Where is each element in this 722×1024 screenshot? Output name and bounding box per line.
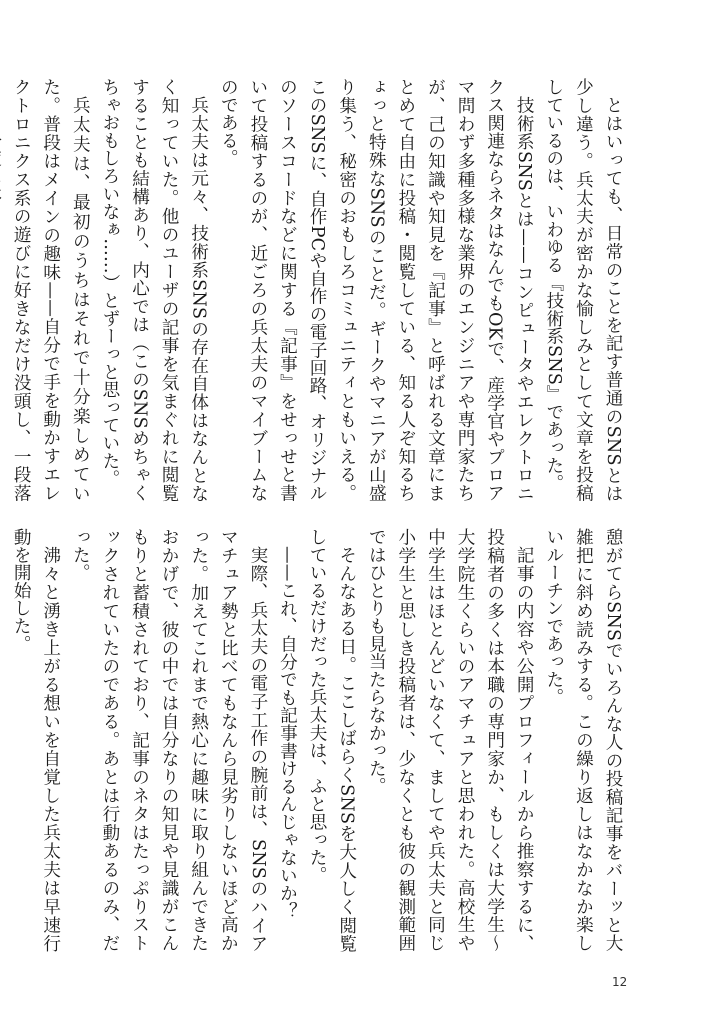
paragraph: 実際、兵太夫の電子工作の腕前は、SNSのハイアマチュア勢と比べてもなんら見劣りしないほど高かった。加えてこれまで熱心に趣味に取り組んできたおかげで、彼の中では自分なりの知見や見識がこんもりと蓄積されており、記事のネタはたっぷりストックされていたのである。あとは行動あるのみ、だった。	[70, 528, 268, 952]
paragraph: 記事の内容や公開プロフィールから推察するに、投稿者の多くは本職の専門家か、もしくは大学生〜大学院生くらいのアマチュアと思われた。高校生や中学生はほとんどいなくて、ましてや兵太夫と同じ小学生と思しき投稿者は、少なくとも彼の観測範囲ではひとりも見当たらなかった。	[366, 528, 535, 952]
page-number: 12	[612, 975, 628, 989]
paragraph: 沸々と湧き上がる想いを自覚した兵太夫は早速行動を開始した。	[11, 528, 61, 952]
paragraph: 兵太夫は元々、技術系SNSの存在自体はなんとなく知っていた。他のユーザの記事を気まぐれに閲覧することも結構あり、内心では（このSNSめちゃくちゃおもしろいなぁ……）とずーっと思っていた。	[99, 78, 209, 502]
text-block-top	[11, 78, 627, 502]
paragraph-continued: 憩がてらSNSでいろんな人の投稿記事をバーッと大雑把に斜め読みする。この繰り返しはなかなか楽しいルーチンであった。	[543, 528, 623, 952]
paragraph: そんなある日。ここしばらくSNSを大人しく閲覧しているだけだった兵太夫は、ふと思った。	[307, 528, 357, 952]
text-block-bottom	[11, 528, 627, 952]
paragraph: 技術系SNSとは——コンピュータやエレクトロニクス関連ならネタはなんでもOKで、産学官やプロアマ問わず多種多様な業界のエンジニアや専門家たちが、己の知識や知見を『記事』と呼ばれる文章にまとめて自由に投稿・閲覧している、知る人ぞ知るちょっと特殊なSNSのことだ。ギークやマニアが山盛り集う、秘密のおもしろコミュニティともいえる。このSNSに、自作PCや自作の電子回路、オリジナルのソースコードなどに関する『記事』をせっせと書いて投稿するのが、近ごろの兵太夫のマイブームなのである。	[218, 78, 535, 502]
paragraph: とはいっても、日常のことを記す普通のSNSとは少し違う。兵太夫が密かな愉しみとして文章を投稿しているのは、いわゆる『技術系SNS』であった。	[543, 78, 623, 502]
paragraph: ——これ、自分でも記事書けるんじゃないか？	[277, 545, 298, 920]
paragraph: 兵太夫は、最初のうちはそれで十分楽しめていた。普段はメインの趣味——自分で手を動かすエレクトロニクス系の遊びに好きなだけ没頭し、一段落	[11, 78, 91, 502]
